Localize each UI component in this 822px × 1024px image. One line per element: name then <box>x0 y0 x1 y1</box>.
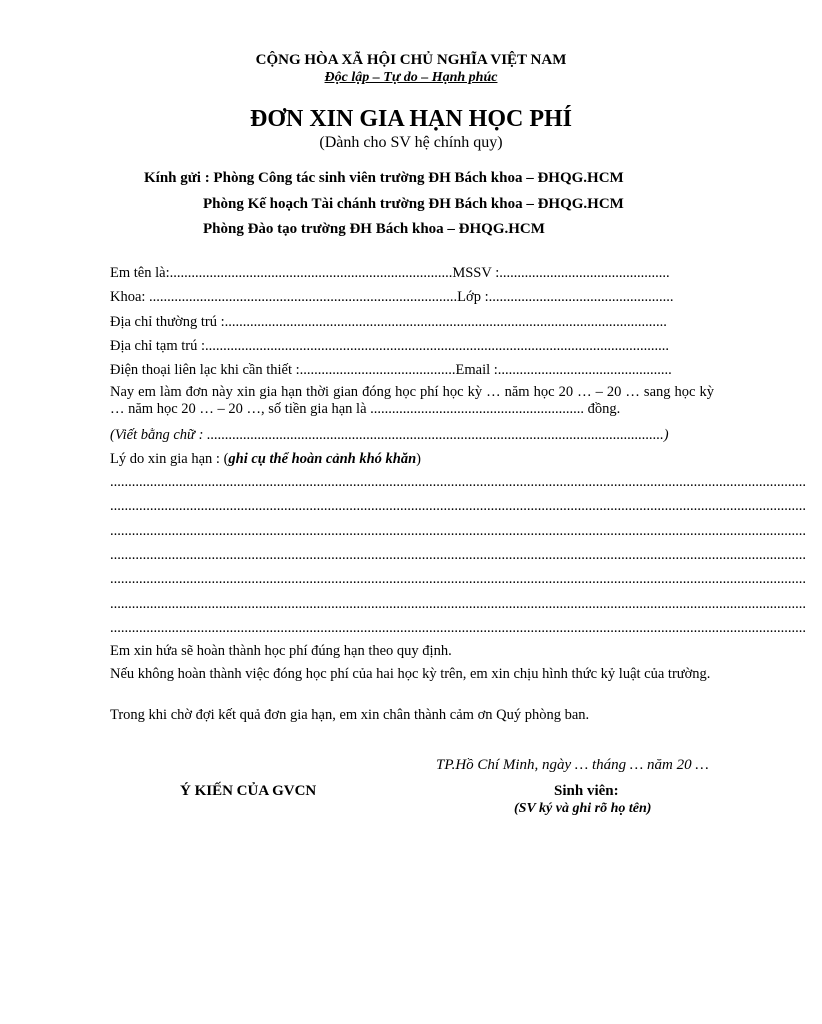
reason-line-2: ................................................................................................................................................................................................ <box>110 498 806 514</box>
field-contact-email: Điện thoại liên lạc khi cần thiết :...........................................Email :................................................ <box>110 362 672 378</box>
form-title: ĐƠN XIN GIA HẠN HỌC PHÍ <box>249 106 573 132</box>
country-name: CỘNG HÒA XÃ HỘI CHỦ NGHĨA VIỆT NAM <box>255 52 567 68</box>
place-date: TP.Hồ Chí Minh, ngày … tháng … năm 20 … <box>436 757 709 773</box>
commitment-line-2: Nếu không hoàn thành việc đóng học phí của hai học kỳ trên, em xin chịu hình thức kỷ luật của trường. <box>110 666 711 682</box>
field-faculty-class: Khoa: .....................................................................................Lớp :................................................... <box>110 289 674 305</box>
reason-line-4: ................................................................................................................................................................................................ <box>110 547 806 563</box>
student-label: Sinh viên: <box>554 783 619 799</box>
request-paragraph: Nay em làm đơn này xin gia hạn thời gian đóng học phí học kỳ … năm học 20 … – 20 … sang học kỳ … năm học 20 … – 20 …, số tiền gia hạn là ........................................................... đồng. <box>110 384 714 417</box>
reason-hint: ghi cụ thể hoàn cảnh khó khăn <box>228 451 417 467</box>
reason-line-5: ................................................................................................................................................................................................ <box>110 571 806 587</box>
commitment-line-3: Trong khi chờ đợi kết quả đơn gia hạn, em xin chân thành cảm ơn Quý phòng ban. <box>110 707 590 723</box>
field-temporary-address: Địa chỉ tạm trú :................................................................................................................................ <box>110 338 670 354</box>
reason-line-7: ................................................................................................................................................................................................ <box>110 620 806 636</box>
reason-close: ) <box>416 451 422 467</box>
form-subtitle: (Dành cho SV hệ chính quy) <box>319 134 503 151</box>
reason-label: Lý do xin gia hạn : ( <box>110 451 229 467</box>
reason-line-6: ................................................................................................................................................................................................ <box>110 596 806 612</box>
recipient-line-2: Phòng Kế hoạch Tài chánh trường ĐH Bách khoa – ĐHQG.HCM <box>203 196 624 212</box>
commitment-line-1: Em xin hứa sẽ hoàn thành học phí đúng hạn theo quy định. <box>110 643 452 659</box>
student-signature-note: (SV ký và ghi rõ họ tên) <box>514 801 652 816</box>
reason-line-3: ................................................................................................................................................................................................ <box>110 523 806 539</box>
field-name-mssv: Em tên là:..............................................................................MSSV :............................................... <box>110 265 670 281</box>
reason-label-line <box>110 451 714 468</box>
amount-in-words: (Viết bằng chữ : ..............................................................................................................................) <box>110 427 669 443</box>
advisor-opinion-label: Ý KIẾN CỦA GVCN <box>180 783 317 799</box>
national-motto: Độc lập – Tự do – Hạnh phúc <box>324 70 498 85</box>
recipient-line-1: Kính gửi : Phòng Công tác sinh viên trường ĐH Bách khoa – ĐHQG.HCM <box>144 170 624 186</box>
recipient-line-3: Phòng Đào tạo trường ĐH Bách khoa – ĐHQG.HCM <box>203 221 545 237</box>
field-permanent-address: Địa chỉ thường trú :.......................................................................................................................... <box>110 314 667 330</box>
reason-line-1: ................................................................................................................................................................................................ <box>110 474 806 490</box>
